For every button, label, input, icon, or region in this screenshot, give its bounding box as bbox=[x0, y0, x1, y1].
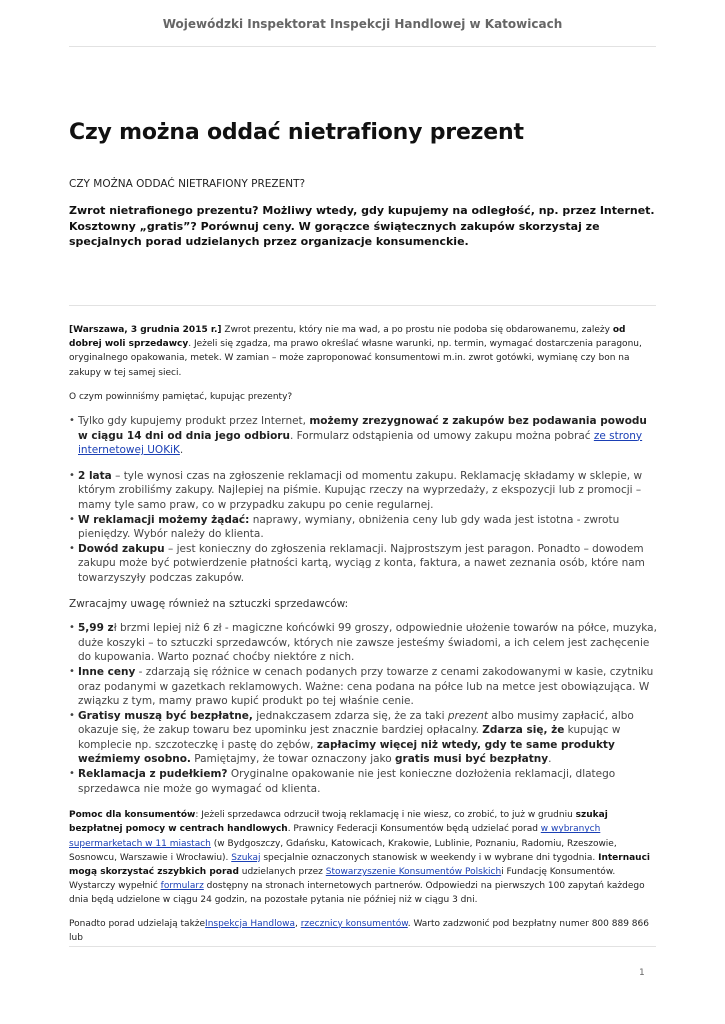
inspekcja-handlowa-link[interactable]: Inspekcja Handlowa bbox=[205, 918, 295, 929]
lead-divider bbox=[69, 305, 656, 306]
footer-divider bbox=[69, 946, 656, 947]
list-item: • W reklamacji możemy żądać: naprawy, wymiany, obniżenia ceny lub gdy wada jest istotna - zwrotu pieniędzy. Wybór należy do klienta. bbox=[69, 513, 659, 542]
header-divider bbox=[69, 46, 656, 47]
list-item: • 2 lata – tyle wynosi czas na zgłoszenie reklamacji od momentu zakupu. Reklamację składamy w sklepie, w którym zrobiliśmy zakupy. Najlepiej na piśmie. Kupując rzeczy na wyprzedaży, z ekspozycji lub z promocji – mamy tyle samo praw, co w przypadku zakupu po cenie regularnej. bbox=[69, 469, 659, 513]
also-paragraph: Ponadto porad udzielają takżeInspekcja Handlowa, rzecznicy konsumentów. Warto zadzwonić pod bezpłatny numer 800 889 866 lub bbox=[69, 918, 649, 943]
intro-paragraph: [Warszawa, 3 grudnia 2015 r.] Zwrot prezentu, który nie ma wad, a po prostu nie podoba się obdarowanemu, zależy od dobrej woli sprzedawcy. Jeżeli się zgadza, ma prawo określać własne warunki, np. termin, wymagać dostarczenia paragonu, oryginalnego opakowania, metek. W zamian – może zaproponować konsumentowi m.in. zwrot gotówki, wymianę czy bon na zakupy w tej samej sieci. bbox=[69, 325, 642, 378]
supermarkets-link[interactable]: w wybranych supermarketach w 11 miastach bbox=[69, 824, 601, 849]
online-list bbox=[69, 414, 659, 458]
article-body bbox=[69, 323, 659, 945]
list-item: • Gratisy muszą być bezpłatne, jednakczasem zdarza się, że za taki prezent albo musimy zapłacić, albo okazuje się, że zakup towaru bez upominku jest znacznie bardziej opłacalny. Zdarza się, że kupując w komplecie np. szczoteczkę i pastę do zębów, zapłacimy więcej niż wtedy, gdy te same produkty weźmiemy osobno. Pamiętajmy, że towar oznaczony jako gratis musi być bezpłatny. bbox=[69, 709, 659, 767]
uokik-link[interactable]: ze strony internetowej UOKiK bbox=[78, 429, 643, 457]
tricks-intro: Zwracajmy uwagę również na sztuczki sprzedawców: bbox=[69, 597, 349, 610]
list-item: • Dowód zakupu – jest konieczny do zgłoszenia reklamacji. Najprostszym jest paragon. Ponadto – dowodem zakupu może być potwierdzenie płatności kartą, wyciąg z konta, faktura, a nawet zeznania osób, które nam towarzyszyły podczas zakupów. bbox=[69, 542, 659, 586]
page-number: 1 bbox=[639, 968, 645, 978]
page-header: Wojewódzki Inspektorat Inspekcji Handlowej w Katowicach bbox=[162, 17, 563, 31]
article-lead: Zwrot nietrafionego prezentu? Możliwy wtedy, gdy kupujemy na odległość, np. przez Internet. Kosztowny „gratis”? Porównuj ceny. W gorączce świątecznych zakupów skorzystaj ze specjalnych porad udzielanych przez organizacje konsumenckie. bbox=[69, 204, 655, 248]
question-paragraph: O czym powinniśmy pamiętać, kupując prezenty? bbox=[69, 391, 293, 402]
consumer-ombudsmen-link[interactable]: rzecznicy konsumentów bbox=[300, 918, 408, 929]
list-item: • Tylko gdy kupujemy produkt przez Internet, możemy zrezygnować z zakupów bez podawania powodu w ciągu 14 dni od dnia jego odbioru. Formularz odstąpienia od umowy zakupu można pobrać ze strony internetowej UOKiK. bbox=[69, 414, 659, 458]
form-link[interactable]: formularz bbox=[160, 881, 204, 892]
rights-list bbox=[69, 469, 659, 586]
tricks-list bbox=[69, 621, 659, 796]
article-title: Czy można oddać nietrafiony prezent bbox=[69, 120, 524, 145]
search-stands-link[interactable]: Szukaj bbox=[231, 852, 261, 863]
dateline: [Warszawa, 3 grudnia 2015 r.] bbox=[69, 325, 222, 335]
skp-link[interactable]: Stowarzyszenie Konsumentów Polskich bbox=[325, 867, 502, 878]
list-item: • Inne ceny - zdarzają się różnice w cenach podanych przy towarze z cenami zakodowanymi w kasie, czytniku oraz podanymi w gazetkach reklamowych. Ważne: cena podana na półce lub na metce jest obowiązująca. W związku z tym, mamy prawo kupić produkt po tej właśnie cenie. bbox=[69, 665, 659, 709]
list-item: • 5,99 zł brzmi lepiej niż 6 zł - magiczne końcówki 99 groszy, odpowiednie ułożenie towarów na półce, muzyka, duże koszyki – to sztuczki sprzedawców, których nie zawsze jesteśmy świadomi, a ich celem jest zachęcenie do kupowania. Warto poznać choćby niektóre z nich. bbox=[69, 621, 659, 665]
article-subtitle: CZY MOŻNA ODDAĆ NIETRAFIONY PREZENT? bbox=[69, 178, 306, 190]
list-item: • Reklamacja z pudełkiem? Oryginalne opakowanie nie jest konieczne dozłożenia reklamacji, dlatego sprzedawca nie może go wymagać od klienta. bbox=[69, 767, 659, 796]
help-paragraph: Pomoc dla konsumentów: Jeżeli sprzedawca odrzucił twoją reklamację i nie wiesz, co zrobić, to już w grudniu szukaj bezpłatnej pomocy w centrach handlowych. Prawnicy Federacji Konsumentów będą udzielać porad w wybranych supermarketach w 11 miastach (w Bydgoszczy, Gdańsku, Katowicach, Krakowie, Lublinie, Poznaniu, Radomiu, Rzeszowie, Sosnowcu, Warszawie i Wrocławiu). Szukaj specjalnie oznaczonych stanowisk w weekendy i w wybrane dni tygodnia. Internauci mogą skorzystać zszybkich porad udzielanych przez Stowarzyszenie Konsumentów Polskichi Fundację Konsumentów. Wystarczy wypełnić formularz dostępny na stronach internetowych partnerów. Odpowiedzi na pierwszych 100 zapytań każdego dnia będą udzielone w ciągu 24 godzin, na pozostałe pytania nie później niż w ciągu 3 dni. bbox=[69, 810, 651, 906]
